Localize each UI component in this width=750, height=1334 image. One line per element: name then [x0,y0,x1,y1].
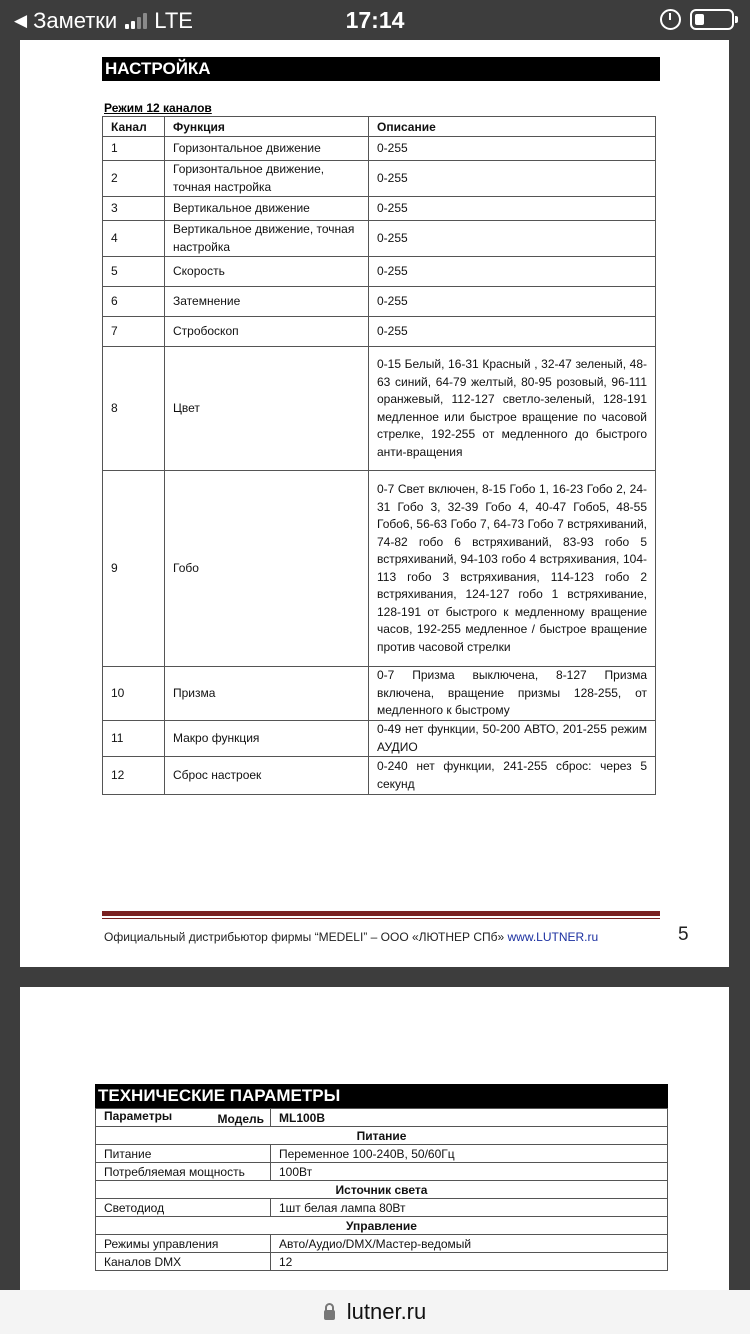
function-cell: Гобо [165,471,369,667]
channel-cell: 7 [103,317,165,347]
channel-cell: 4 [103,221,165,257]
channel-cell: 9 [103,471,165,667]
table-subtitle: Режим 12 каналов [104,101,212,115]
table-row [96,1199,668,1217]
param-label: Светодиод [96,1199,271,1217]
table-row [103,667,656,721]
section-heading: НАСТРОЙКА [102,57,660,81]
page-number: 5 [678,924,689,945]
column-header: Описание [369,117,656,137]
param-value: Авто/Аудио/DMX/Мастер-ведомый [271,1235,668,1253]
param-label: Режимы управления [96,1235,271,1253]
description-cell: 0-255 [369,221,656,257]
document-page-5 [20,40,729,967]
back-app-label[interactable]: Заметки [33,8,118,33]
network-type: LTE [154,8,193,33]
description-cell: 0-255 [369,137,656,161]
table-row [103,197,656,221]
description-cell: 0-255 [369,161,656,197]
address-bar[interactable] [0,1290,750,1334]
description-cell: 0-49 нет функции, 50-200 АВТО, 201-255 режим АУДИО [369,721,656,757]
model-value: ML100B [271,1109,668,1127]
status-bar [0,0,750,40]
table-row [103,137,656,161]
channel-cell: 10 [103,667,165,721]
column-header: Канал [103,117,165,137]
document-page-6 [20,987,729,1297]
channel-cell: 2 [103,161,165,197]
table-row [96,1235,668,1253]
address-domain[interactable]: lutner.ru [346,1299,427,1324]
param-label: Питание [96,1145,271,1163]
footer-note [104,930,598,944]
description-cell: 0-255 [369,287,656,317]
footer-website-link[interactable]: www.LUTNER.ru [507,930,599,944]
channel-cell: 3 [103,197,165,221]
clock: 17:14 [345,7,405,33]
section-row [96,1181,668,1199]
back-arrow-icon[interactable]: ◀ [14,11,28,30]
description-cell: 0-255 [369,197,656,221]
column-header: Функция [165,117,369,137]
function-cell: Призма [165,667,369,721]
model-label: Модель [217,1112,264,1126]
table-row [103,721,656,757]
param-label: Каналов DMX [96,1253,271,1271]
table-row [103,757,656,795]
section-heading: ТЕХНИЧЕСКИЕ ПАРАМЕТРЫ [95,1084,668,1108]
channel-cell: 12 [103,757,165,795]
table-row [96,1145,668,1163]
param-value: 1шт белая лампа 80Вт [271,1199,668,1217]
description-cell: 0-7 Призма выключена, 8-127 Призма включена, вращение призмы 128-255, от медленного к быстрому [369,667,656,721]
channels-table [102,116,656,795]
table-row [103,317,656,347]
specs-table [95,1108,668,1271]
table-row [103,471,656,667]
param-value: 100Вт [271,1163,668,1181]
model-params-cell [96,1109,271,1127]
footer-distributor-text: Официальный дистрибьютор фирмы “MEDELI” – ООО «ЛЮТНЕР СПб» [104,930,508,944]
table-row [103,287,656,317]
section-row [96,1217,668,1235]
description-cell: 0-255 [369,317,656,347]
function-cell: Стробоскоп [165,317,369,347]
channel-cell: 5 [103,257,165,287]
function-cell: Вертикальное движение [165,197,369,221]
lock-icon [324,1310,335,1320]
channel-cell: 8 [103,347,165,471]
description-cell: 0-15 Белый, 16-31 Красный , 32-47 зеленый, 48-63 синий, 64-79 желтый, 80-95 розовый, 96-111 оранжевый, 112-127 светло-зеленый, 128-191 медленное или быстрое вращение по часовой стрелке, 192-255 от медленного до быстрого анти-вращения [369,347,656,471]
footer-divider [102,911,660,916]
table-row [96,1163,668,1181]
table-row [96,1253,668,1271]
function-cell: Скорость [165,257,369,287]
param-value: Переменное 100-240В, 50/60Гц [271,1145,668,1163]
params-label: Параметры [104,1109,173,1123]
function-cell: Горизонтальное движение, точная настройка [165,161,369,197]
table-row [103,221,656,257]
specs-header-row [96,1109,668,1127]
function-cell: Сброс настроек [165,757,369,795]
channel-cell: 1 [103,137,165,161]
table-row [103,257,656,287]
section-title: Управление [96,1217,668,1235]
param-label: Потребляемая мощность [96,1163,271,1181]
channel-cell: 6 [103,287,165,317]
channel-cell: 11 [103,721,165,757]
param-value: 12 [271,1253,668,1271]
function-cell: Вертикальное движение, точная настройка [165,221,369,257]
section-title: Питание [96,1127,668,1145]
section-row [96,1127,668,1145]
function-cell: Горизонтальное движение [165,137,369,161]
table-row [103,347,656,471]
function-cell: Цвет [165,347,369,471]
description-cell: 0-255 [369,257,656,287]
function-cell: Затемнение [165,287,369,317]
description-cell: 0-7 Свет включен, 8-15 Гобо 1, 16-23 Гобо 2, 24-31 Гобо 3, 32-39 Гобо 4, 40-47 Гобо5, 48-55 Гобо6, 56-63 Гобо 7, 64-73 Гобо 7 встряхиваний, 74-82 гобо 6 встряхиваний, 83-93 гобо 5 встряхиваний, 94-103 гобо 4 встряхивания, 104-113 гобо 3 встряхивания, 114-123 гобо 2 встряхивания, 124-127 гобо 1 встряхивание, 128-191 от быстрого к медленному вращение часов, 192-255 медленное / быстрое вращение против часовой стрелки [369,471,656,667]
alarm-icon [660,9,681,30]
section-title: Источник света [96,1181,668,1199]
table-header-row [103,117,656,137]
table-row [103,161,656,197]
function-cell: Макро функция [165,721,369,757]
footer-divider-thin [102,918,660,919]
battery-icon [690,9,734,30]
description-cell: 0-240 нет функции, 241-255 сброс: через 5 секунд [369,757,656,795]
